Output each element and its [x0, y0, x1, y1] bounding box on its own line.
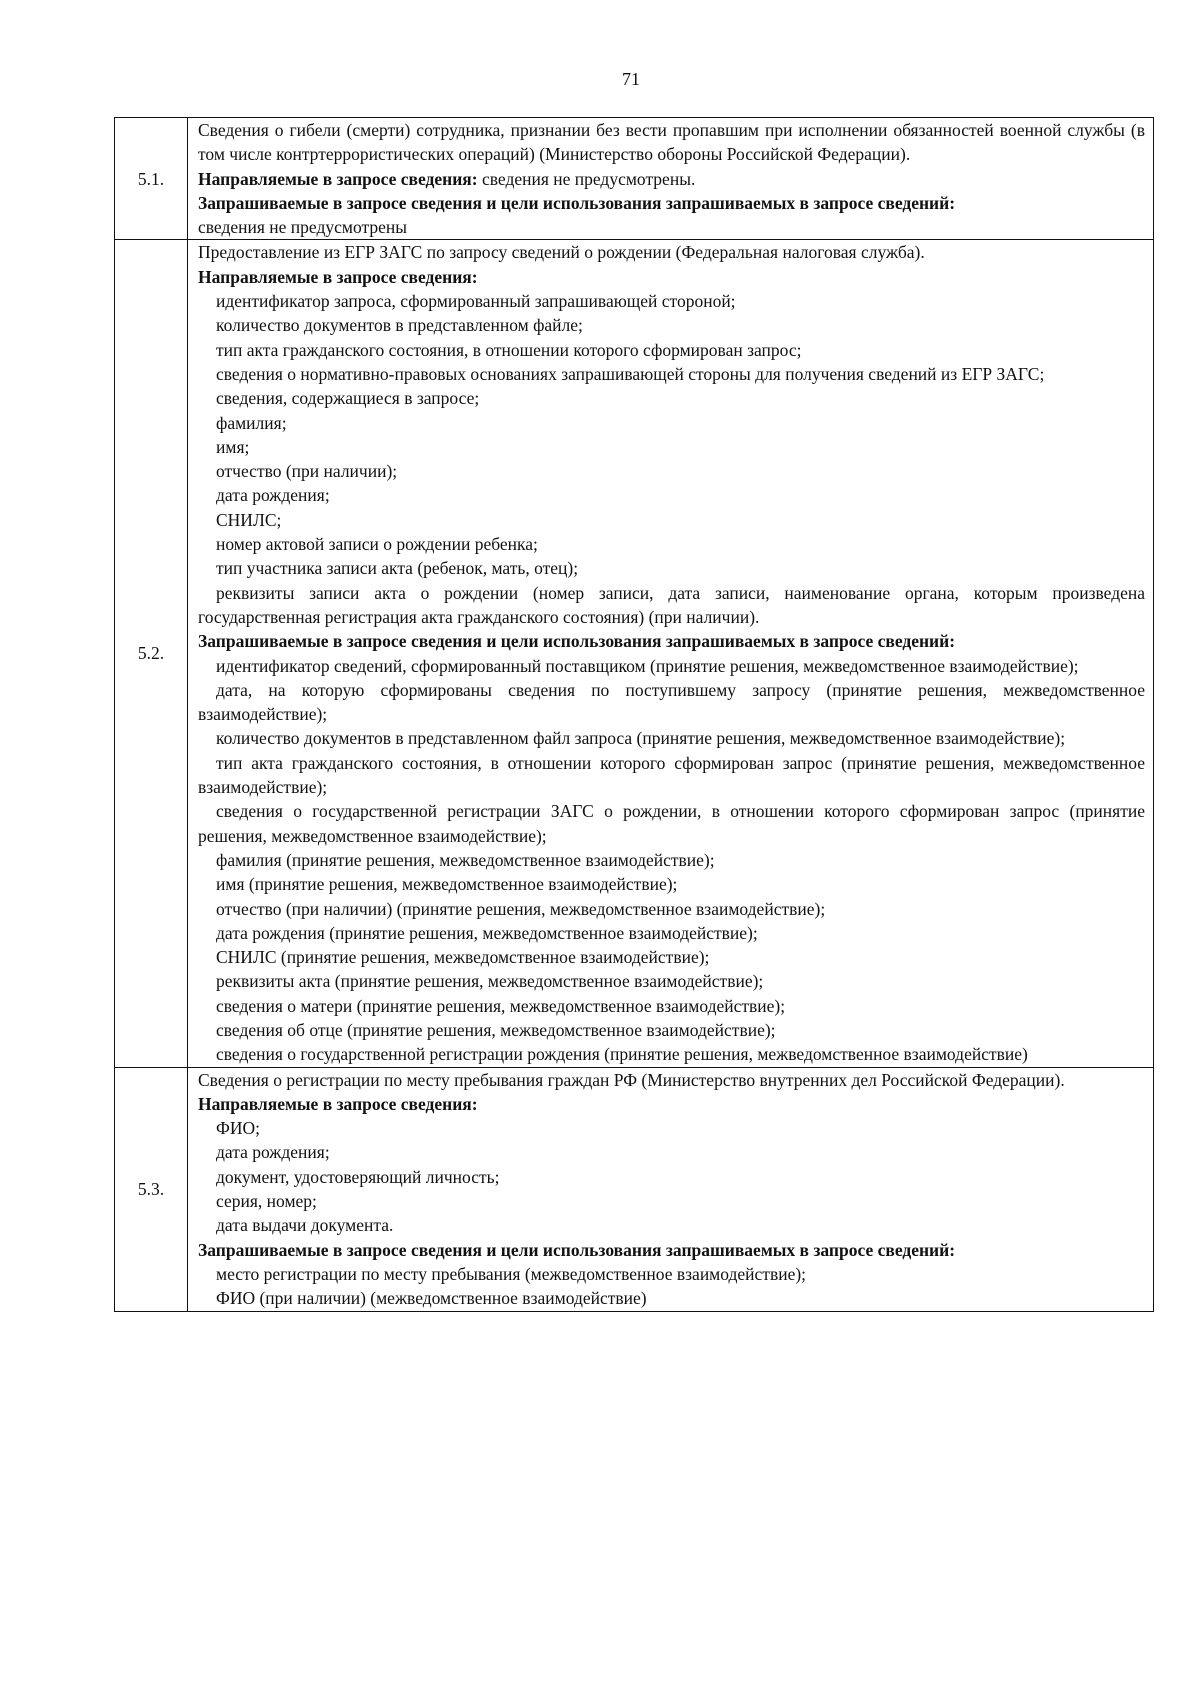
row-content — [188, 118, 1154, 240]
sent-data-heading: Направляемые в запросе сведения: — [198, 266, 478, 287]
list-item: документ, удостоверяющий личность; — [216, 1166, 500, 1187]
list-item: фамилия (принятие решения, межведомственное взаимодействие); — [216, 849, 715, 870]
list-item: фамилия; — [216, 412, 287, 433]
requested-data-heading: Запрашиваемые в запросе сведения и цели использования запрашиваемых в запросе сведений: — [198, 631, 956, 652]
list-item: серия, номер; — [216, 1191, 317, 1212]
list-item: тип акта гражданского состояния, в отношении которого сформирован запрос (принятие решения, межведомственное взаимодействие); — [198, 752, 1145, 798]
list-item: сведения об отце (принятие решения, межведомственное взаимодействие); — [216, 1019, 776, 1040]
table-row — [115, 240, 1154, 1067]
list-item: тип акта гражданского состояния, в отношении которого сформирован запрос; — [216, 339, 802, 360]
sent-data-heading: Направляемые в запросе сведения: — [198, 168, 478, 189]
list-item: идентификатор запроса, сформированный запрашивающей стороной; — [216, 291, 736, 312]
row-title: Предоставление из ЕГР ЗАГС по запросу сведений о рождении (Федеральная налоговая служба). — [198, 242, 925, 263]
list-item: реквизиты записи акта о рождении (номер записи, дата записи, наименование органа, которым произведена государственная регистрация акта гражданского состояния) (при наличии). — [198, 582, 1145, 627]
list-item: место регистрации по месту пребывания (межведомственное взаимодействие); — [216, 1263, 807, 1284]
list-item: дата рождения (принятие решения, межведомственное взаимодействие); — [216, 922, 758, 943]
list-item: номер актовой записи о рождении ребенка; — [216, 534, 538, 555]
table-row — [115, 1067, 1154, 1311]
list-item: дата рождения; — [216, 485, 330, 506]
row-title: Сведения о регистрации по месту пребывания граждан РФ (Министерство внутренних дел Российской Федерации). — [198, 1069, 1065, 1090]
list-item: СНИЛС; — [216, 509, 282, 530]
list-item: сведения о матери (принятие решения, межведомственное взаимодействие); — [216, 995, 786, 1016]
list-item: имя (принятие решения, межведомственное взаимодействие); — [216, 874, 678, 895]
list-item: ФИО (при наличии) (межведомственное взаимодействие) — [216, 1288, 647, 1309]
list-item: количество документов в представленном файл запроса (принятие решения, межведомственное взаимодействие); — [216, 728, 1066, 749]
list-item: сведения о государственной регистрации рождения (принятие решения, межведомственное взаимодействие) — [216, 1044, 1028, 1065]
list-item: сведения о нормативно-правовых основаниях запрашивающей стороны для получения сведений из ЕГР ЗАГС; — [216, 363, 1045, 384]
list-item: дата выдачи документа. — [216, 1215, 394, 1236]
list-item: идентификатор сведений, сформированный поставщиком (принятие решения, межведомственное взаимодействие); — [216, 655, 1079, 676]
sent-data-value: сведения не предусмотрены. — [477, 168, 696, 189]
row-number: 5.1. — [115, 118, 188, 240]
list-item: реквизиты акта (принятие решения, межведомственное взаимодействие); — [216, 971, 764, 992]
sent-data-line — [198, 167, 1145, 191]
table-row — [115, 118, 1154, 240]
list-item: тип участника записи акта (ребенок, мать, отец); — [216, 558, 579, 579]
requested-data-heading: Запрашиваемые в запросе сведения и цели использования запрашиваемых в запросе сведений: — [198, 1239, 956, 1260]
row-content — [188, 1067, 1154, 1311]
sent-data-heading: Направляемые в запросе сведения: — [198, 1093, 478, 1114]
row-number: 5.2. — [115, 240, 188, 1067]
page-number: 71 — [622, 69, 640, 89]
list-item: сведения, содержащиеся в запросе; — [216, 388, 480, 409]
row-number: 5.3. — [115, 1067, 188, 1311]
list-item: сведения о государственной регистрации ЗАГС о рождении, в отношении которого сформирован запрос (принятие решения, межведомственное взаимодействие); — [198, 801, 1145, 846]
requested-data-heading: Запрашиваемые в запросе сведения и цели использования запрашиваемых в запросе сведений: — [198, 192, 956, 213]
list-item: сведения не предусмотрены — [198, 217, 407, 238]
list-item: отчество (при наличии); — [216, 461, 398, 482]
row-content — [188, 240, 1154, 1067]
list-item: отчество (при наличии) (принятие решения, межведомственное взаимодействие); — [216, 898, 826, 919]
list-item: дата рождения; — [216, 1142, 330, 1163]
list-item: дата, на которую сформированы сведения по поступившему запросу (принятие решения, межведомственное взаимодействие); — [198, 679, 1145, 725]
requirements-table — [114, 117, 1154, 1312]
list-item: имя; — [216, 436, 250, 457]
row-title: Сведения о гибели (смерти) сотрудника, признании без вести пропавшим при исполнении обязанностей военной службы (в том числе контртеррористических операций) (Министерство обороны Российской Федерации). — [198, 120, 1145, 165]
list-item: СНИЛС (принятие решения, межведомственное взаимодействие); — [216, 947, 710, 968]
list-item: количество документов в представленном файле; — [216, 315, 583, 336]
list-item: ФИО; — [216, 1118, 260, 1139]
